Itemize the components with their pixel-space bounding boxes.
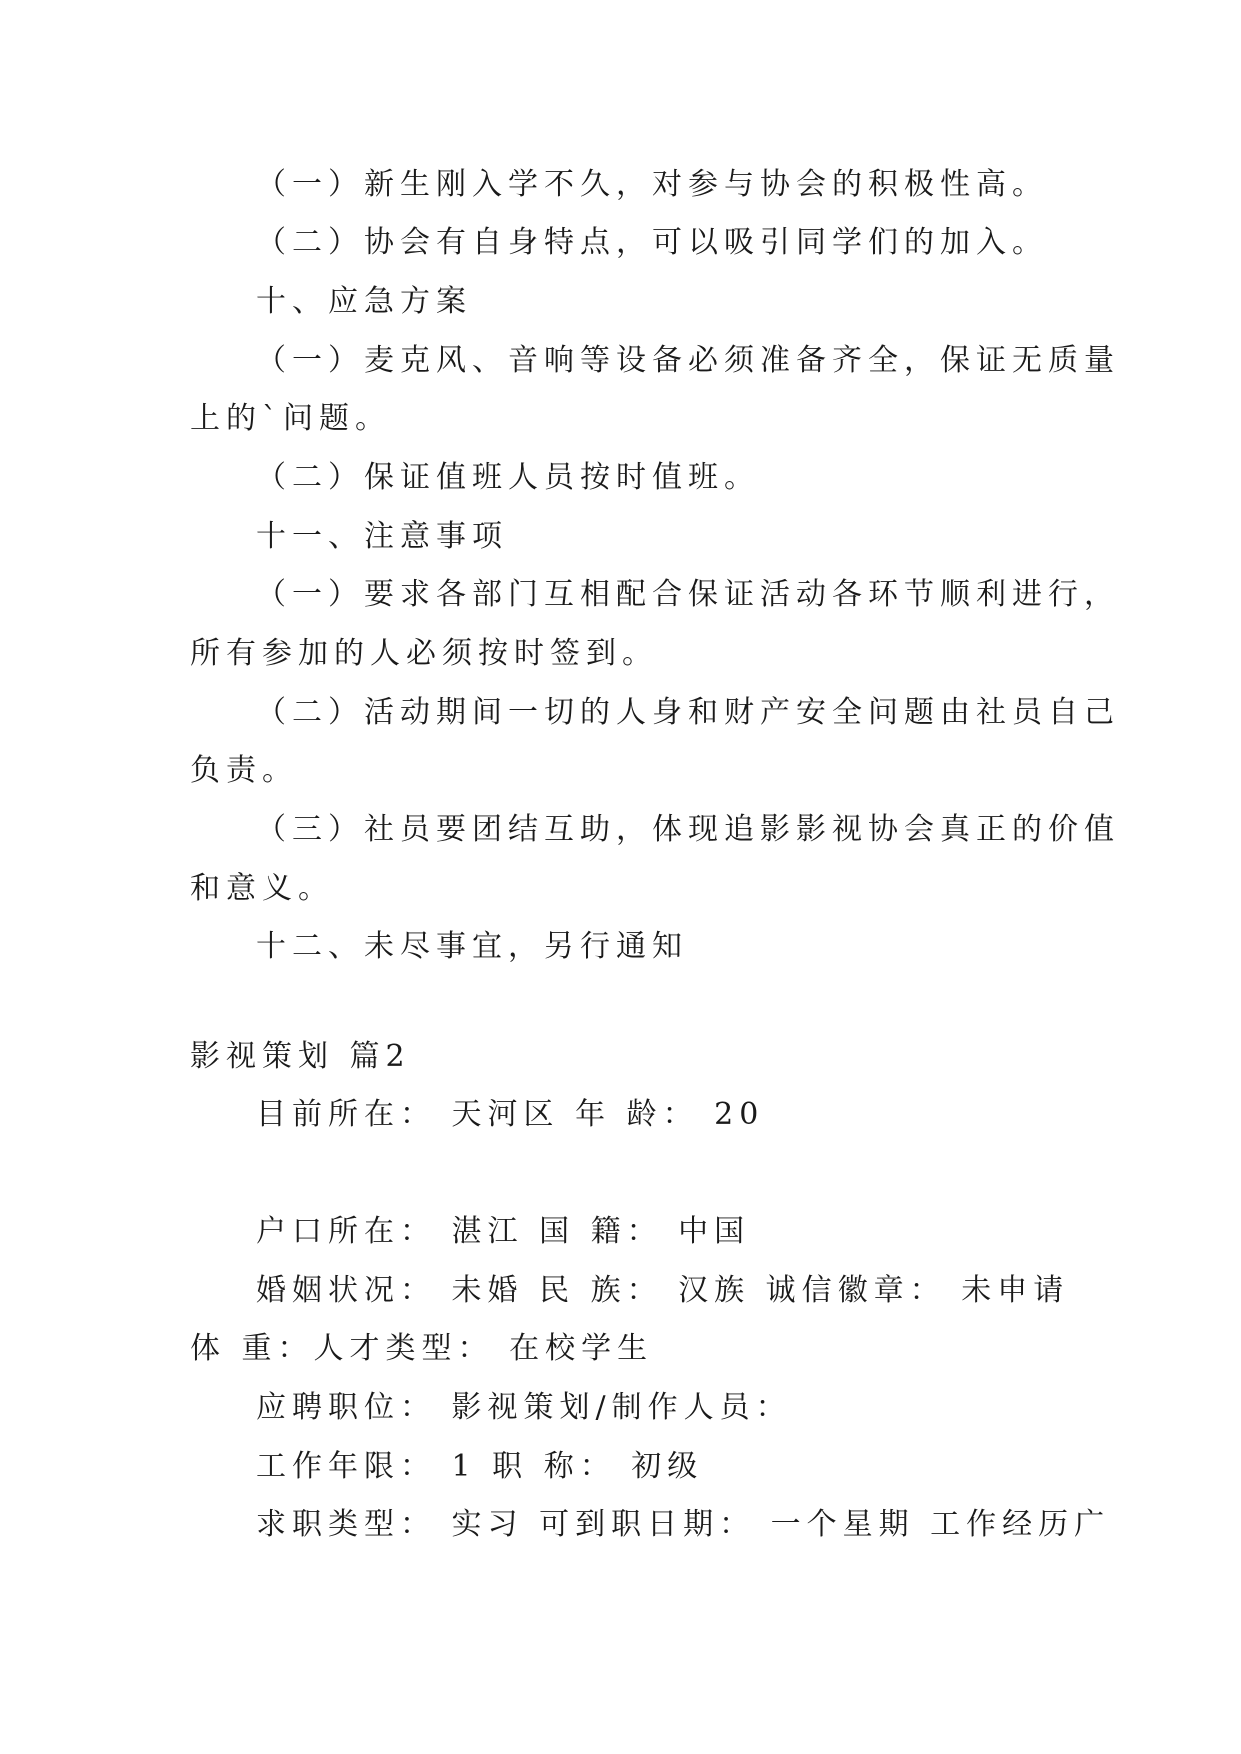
paragraph-continuation: 负责。 <box>190 753 298 788</box>
info-line: 婚姻状况： 未婚 民 族： 汉族 诚信徽章： 未申请 <box>256 1273 1070 1308</box>
paragraph-continuation: 上的`问题。 <box>190 401 391 436</box>
info-line: 工作年限： 1 职 称： 初级 <box>256 1449 704 1484</box>
paragraph: （一）麦克风、音响等设备必须准备齐全，保证无质量 <box>256 343 1120 378</box>
info-line: 应聘职位： 影视策划/制作人员： <box>256 1390 792 1425</box>
paragraph: （二）活动期间一切的人身和财产安全问题由社员自己 <box>256 695 1120 730</box>
article-title: 影视策划 篇2 <box>190 1039 411 1074</box>
paragraph-continuation: 所有参加的人必须按时签到。 <box>190 636 658 671</box>
paragraph: （一）要求各部门互相配合保证活动各环节顺利进行， <box>256 577 1120 612</box>
section-heading: 十、应急方案 <box>256 284 472 319</box>
paragraph-continuation: 和意义。 <box>190 871 334 906</box>
paragraph: （二）协会有自身特点，可以吸引同学们的加入。 <box>256 225 1048 260</box>
info-line: 目前所在： 天河区 年 龄： 20 <box>256 1097 765 1132</box>
info-line: 求职类型： 实习 可到职日期： 一个星期 工作经历广 <box>256 1507 1111 1542</box>
paragraph: （三）社员要团结互助，体现追影影视协会真正的价值 <box>256 812 1120 847</box>
info-line: 户口所在： 湛江 国 籍： 中国 <box>256 1214 751 1249</box>
paragraph: （二）保证值班人员按时值班。 <box>256 460 760 495</box>
section-heading: 十一、注意事项 <box>256 519 508 554</box>
paragraph: （一）新生刚入学不久，对参与协会的积极性高。 <box>256 167 1048 202</box>
info-line-continuation: 体 重：人才类型： 在校学生 <box>190 1331 654 1366</box>
section-heading: 十二、未尽事宜，另行通知 <box>256 929 688 964</box>
